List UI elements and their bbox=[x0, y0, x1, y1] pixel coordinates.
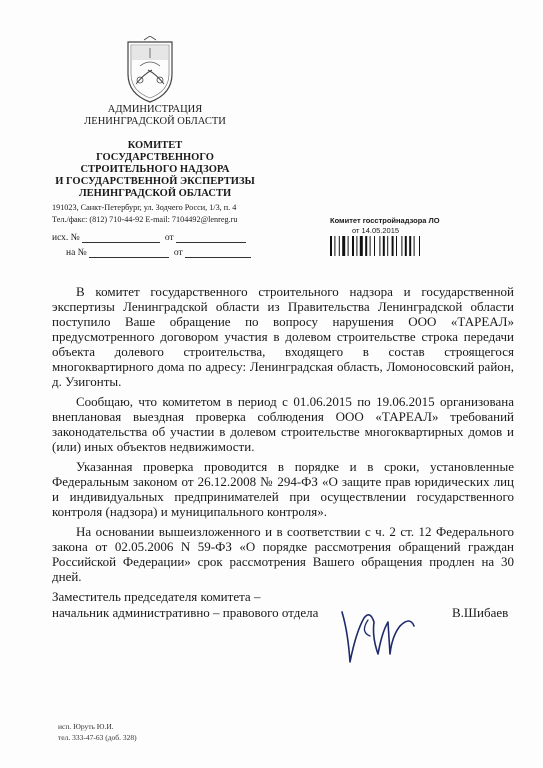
barcode-icon bbox=[330, 236, 442, 256]
outgoing-ref-blank bbox=[82, 232, 160, 243]
registration-stamp bbox=[330, 216, 450, 261]
body-paragraph: На основании вышеизложенного и в соответствии с ч. 2 ст. 12 Федерального закона от 02.05.2006 N 59-ФЗ «О порядке рассмотрения обращений граждан Российской Федерации» срок рассмотрения Вашего обращения продлен на 30 дней. bbox=[52, 524, 514, 584]
committee-line: ГОСУДАРСТВЕННОГО bbox=[96, 152, 214, 163]
letter-body bbox=[52, 284, 514, 584]
body-paragraph: Указанная проверка проводится в порядке и в сроки, установленные Федеральным законом от 26.12.2008 № 294-ФЗ «О защите прав юридических лиц и индивидуальных предпринимателей при осуществлении государственного контроля (надзора) и муниципального контроля». bbox=[52, 459, 514, 519]
org-name-line1: АДМИНИСТРАЦИЯ bbox=[107, 104, 203, 115]
executor: исп. Юруть Ю.И. bbox=[58, 722, 114, 731]
signatory-name: В.Шибаев bbox=[452, 605, 509, 620]
committee-name bbox=[40, 140, 270, 200]
outgoing-ref-label: исх. № bbox=[52, 233, 80, 243]
body-paragraph: В комитет государственного строительного надзора и государственной экспертизы Ленинградской области из Правительства Ленинградской области поступило Ваше обращение по вопросу нарушения ООО «ТАРЕАЛ» предусмотренного договором участия в долевом строительстве строка передачи объекта долевого строительства, входящего в состав строящегося многоквартирного дома по адресу: Ленинградская область, Ломоносовский район, д. Узигонты. bbox=[52, 284, 514, 389]
committee-line: ЛЕНИНГРАДСКОЙ ОБЛАСТИ bbox=[78, 188, 232, 199]
signatory-position bbox=[52, 589, 318, 621]
incoming-date-blank bbox=[185, 247, 251, 258]
incoming-from-label: от bbox=[173, 248, 183, 258]
committee-line: И ГОСУДАРСТВЕННОЙ ЭКСПЕРТИЗЫ bbox=[55, 176, 255, 187]
incoming-ref-blank bbox=[89, 247, 169, 258]
outgoing-ref-row bbox=[52, 232, 246, 243]
coat-of-arms-icon bbox=[122, 36, 178, 104]
position-line: начальник административно – правового отдела bbox=[52, 605, 319, 620]
org-name-line2: ЛЕНИНГРАДСКОЙ ОБЛАСТИ bbox=[84, 116, 226, 127]
body-paragraph: Сообщаю, что комитетом в период с 01.06.2015 по 19.06.2015 организована внеплановая выездная проверка соблюдения ООО «ТАРЕАЛ» требований законодательства об участии в долевом строительстве многоквартирных домов и (или) иных объектов недвижимости. bbox=[52, 394, 514, 454]
outgoing-date-blank bbox=[176, 232, 246, 243]
handwritten-signature-icon bbox=[330, 592, 460, 672]
stamp-date: от 14.05.2015 bbox=[352, 226, 400, 235]
contacts: Тел./факс: (812) 710-44-92 E-mail: 7104492@lenreg.ru bbox=[52, 215, 238, 224]
stamp-title: Комитет госстройнадзора ЛО bbox=[330, 216, 440, 225]
incoming-ref-row bbox=[66, 247, 251, 258]
outgoing-from-label: от bbox=[164, 233, 174, 243]
position-line: Заместитель председателя комитета – bbox=[52, 589, 261, 604]
executor-phone: тел. 333-47-63 (доб. 328) bbox=[58, 733, 137, 742]
incoming-ref-label: на № bbox=[66, 248, 87, 258]
address: 191023, Санкт-Петербург, ул. Зодчего Росси, 1/3, п. 4 bbox=[52, 203, 237, 212]
committee-line: СТРОИТЕЛЬНОГО НАДЗОРА bbox=[80, 164, 230, 175]
committee-line: КОМИТЕТ bbox=[127, 140, 183, 151]
